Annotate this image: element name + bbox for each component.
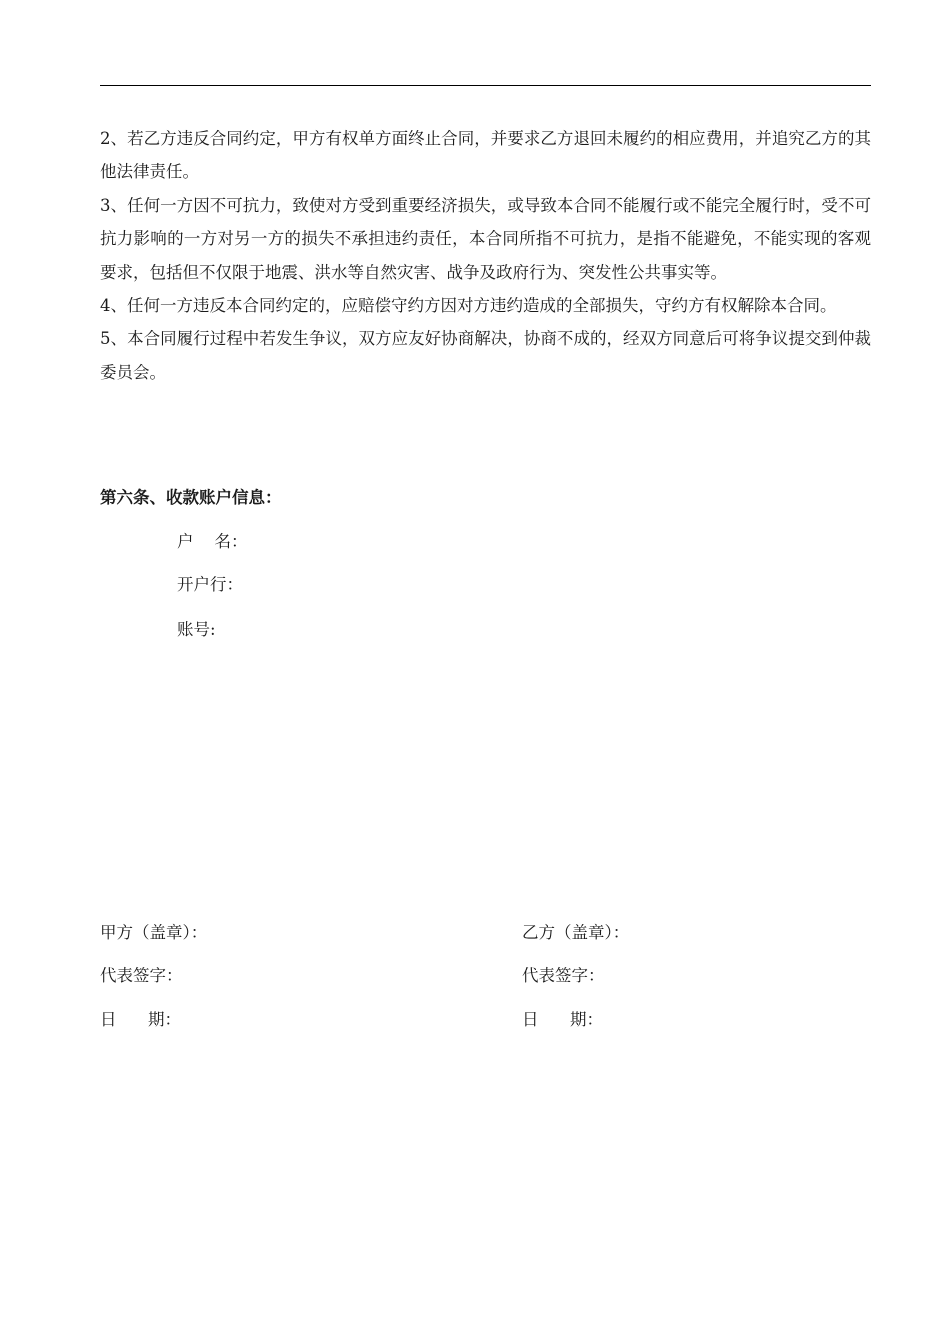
clause-3: 3、任何一方因不可抗力，致使对方受到重要经济损失，或导致本合同不能履行或不能完全履行时，受不可抗力影响的一方对另一方的损失不承担违约责任，本合同所指不可抗力，是指不能避免，不能实现的客观要求，包括但不仅限于地震、洪水等自然灾害、战争及政府行为、突发性公共事实等。: [100, 195, 871, 282]
party-b-seal-label: 乙方（盖章）：: [522, 923, 630, 942]
header-rule: [100, 85, 871, 86]
clause-4: 4、任何一方违反本合同约定的，应赔偿守约方因对方违约造成的全部损失，守约方有权解除本合同。: [100, 296, 837, 316]
account-name-label: 户 名：: [177, 532, 248, 551]
section-6-title: 第六条、收款账户信息：: [100, 488, 282, 507]
bank-label: 开户行：: [177, 575, 243, 594]
party-b-rep-label: 代表签字：: [522, 966, 605, 985]
party-a-rep-label: 代表签字：: [100, 966, 183, 985]
clause-2: 2、若乙方违反合同约定，甲方有权单方面终止合同，并要求乙方退回未履约的相应费用，并追究乙方的其他法律责任。: [100, 129, 871, 182]
account-number-label: 账号:: [177, 620, 216, 639]
contract-clauses: [100, 122, 871, 389]
party-a-seal-label: 甲方（盖章）：: [100, 923, 208, 942]
clause-5: 5、本合同履行过程中若发生争议，双方应友好协商解决，协商不成的，经双方同意后可将争议提交到仲裁委员会。: [100, 329, 871, 382]
party-a-date-label: 日 期：: [100, 1010, 181, 1029]
party-b-date-label: 日 期：: [522, 1010, 603, 1029]
